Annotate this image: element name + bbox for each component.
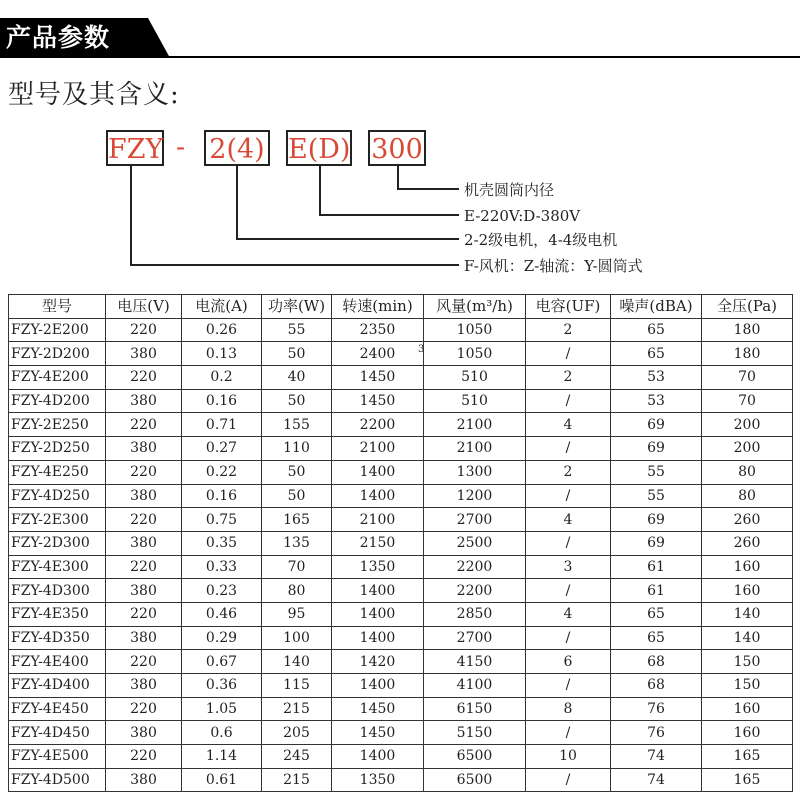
cell-pressure: 150	[702, 650, 793, 674]
header-banner	[0, 18, 800, 58]
cell-noise: 61	[611, 555, 702, 579]
table-row	[9, 318, 793, 342]
header-power: 功率(W)	[262, 295, 332, 319]
cell-pressure: 165	[702, 768, 793, 792]
cell-pressure: 160	[702, 697, 793, 721]
cell-model: FZY-4D450	[9, 721, 106, 745]
table-row	[9, 484, 793, 508]
cell-power: 135	[262, 531, 332, 555]
cell-current: 0.36	[182, 674, 262, 698]
cell-airflow: 6500	[424, 745, 526, 769]
cell-voltage: 380	[106, 721, 182, 745]
cell-capacitor: 2	[526, 318, 611, 342]
cell-current: 0.29	[182, 626, 262, 650]
cell-power: 215	[262, 768, 332, 792]
cell-noise: 55	[611, 484, 702, 508]
cell-airflow: 2100	[424, 413, 526, 437]
leader-series-horizontal	[130, 264, 459, 266]
label-diameter: 机壳圆筒内径	[464, 181, 555, 199]
cell-model: FZY-2E300	[9, 508, 106, 532]
cell-noise: 61	[611, 579, 702, 603]
table-row	[9, 555, 793, 579]
cell-noise: 65	[611, 342, 702, 366]
header-current: 电流(A)	[182, 295, 262, 319]
cell-noise: 69	[611, 508, 702, 532]
table-row	[9, 650, 793, 674]
cell-pressure: 160	[702, 721, 793, 745]
cell-power: 50	[262, 342, 332, 366]
cell-power: 140	[262, 650, 332, 674]
cell-current: 0.16	[182, 389, 262, 413]
table-row	[9, 697, 793, 721]
cell-capacitor: 4	[526, 508, 611, 532]
table-row	[9, 768, 793, 792]
cell-speed: 1350	[332, 768, 424, 792]
table-row	[9, 366, 793, 390]
cell-noise: 74	[611, 745, 702, 769]
cell-voltage: 220	[106, 745, 182, 769]
cell-power: 110	[262, 437, 332, 461]
table-body	[9, 318, 793, 792]
cell-current: 0.46	[182, 602, 262, 626]
cell-capacitor: /	[526, 721, 611, 745]
table-row	[9, 342, 793, 366]
code-box-series: FZY	[106, 130, 164, 166]
cell-power: 100	[262, 626, 332, 650]
cell-capacitor: 2	[526, 460, 611, 484]
cell-current: 0.35	[182, 531, 262, 555]
cell-pressure: 150	[702, 674, 793, 698]
cell-airflow: 4100	[424, 674, 526, 698]
banner-rule	[168, 56, 800, 58]
cell-noise: 65	[611, 602, 702, 626]
table-row	[9, 460, 793, 484]
cell-pressure: 160	[702, 555, 793, 579]
cell-noise: 69	[611, 531, 702, 555]
cell-speed: 1400	[332, 602, 424, 626]
cell-capacitor: 10	[526, 745, 611, 769]
cell-capacitor: 2	[526, 366, 611, 390]
leader-diameter-vertical	[397, 166, 399, 190]
cell-airflow: 2200	[424, 555, 526, 579]
cell-capacitor: /	[526, 437, 611, 461]
cell-pressure: 200	[702, 413, 793, 437]
table-row	[9, 437, 793, 461]
cell-speed: 2350	[332, 318, 424, 342]
cell-speed: 2200	[332, 413, 424, 437]
leader-voltage-horizontal	[319, 214, 459, 216]
code-box-diameter: 300	[368, 130, 426, 166]
cell-speed: 1400	[332, 460, 424, 484]
cell-airflow: 1300	[424, 460, 526, 484]
leader-poles-horizontal	[236, 238, 459, 240]
cell-airflow: 2500	[424, 531, 526, 555]
cell-model: FZY-2D200	[9, 342, 106, 366]
cell-speed: 2400	[332, 342, 424, 366]
cell-speed: 1400	[332, 626, 424, 650]
cell-current: 0.27	[182, 437, 262, 461]
cell-model: FZY-4E300	[9, 555, 106, 579]
cell-capacitor: 4	[526, 602, 611, 626]
cell-airflow: 2700	[424, 508, 526, 532]
cell-pressure: 160	[702, 579, 793, 603]
cell-airflow: 1050	[424, 342, 526, 366]
cell-pressure: 180	[702, 342, 793, 366]
cell-pressure: 260	[702, 508, 793, 532]
stray-superscript: 3	[418, 344, 425, 355]
model-code-diagram	[0, 120, 800, 290]
cell-airflow: 1200	[424, 484, 526, 508]
cell-power: 215	[262, 697, 332, 721]
model-meaning-heading: 型号及其含义:	[8, 80, 180, 110]
cell-model: FZY-2E250	[9, 413, 106, 437]
cell-model: FZY-4E350	[9, 602, 106, 626]
cell-speed: 2100	[332, 437, 424, 461]
header-capacitor: 电容(UF)	[526, 295, 611, 319]
cell-model: FZY-4D500	[9, 768, 106, 792]
cell-current: 0.13	[182, 342, 262, 366]
table-row	[9, 579, 793, 603]
cell-voltage: 220	[106, 650, 182, 674]
cell-capacitor: /	[526, 484, 611, 508]
banner-title: 产品参数	[6, 23, 111, 52]
cell-current: 0.16	[182, 484, 262, 508]
cell-pressure: 260	[702, 531, 793, 555]
table-row	[9, 745, 793, 769]
cell-noise: 74	[611, 768, 702, 792]
label-voltage: E-220V:D-380V	[464, 207, 581, 225]
cell-airflow: 2850	[424, 602, 526, 626]
table-row	[9, 602, 793, 626]
cell-capacitor: 6	[526, 650, 611, 674]
cell-current: 0.2	[182, 366, 262, 390]
cell-power: 155	[262, 413, 332, 437]
header-pressure: 全压(Pa)	[702, 295, 793, 319]
cell-capacitor: 8	[526, 697, 611, 721]
code-box-poles: 2(4)	[204, 130, 270, 166]
cell-noise: 55	[611, 460, 702, 484]
cell-voltage: 380	[106, 674, 182, 698]
cell-voltage: 380	[106, 531, 182, 555]
cell-voltage: 380	[106, 768, 182, 792]
table-row	[9, 413, 793, 437]
cell-speed: 2100	[332, 508, 424, 532]
cell-voltage: 220	[106, 602, 182, 626]
cell-model: FZY-2D250	[9, 437, 106, 461]
cell-power: 70	[262, 555, 332, 579]
cell-current: 0.67	[182, 650, 262, 674]
cell-pressure: 80	[702, 484, 793, 508]
cell-current: 0.33	[182, 555, 262, 579]
cell-current: 0.71	[182, 413, 262, 437]
cell-noise: 53	[611, 366, 702, 390]
cell-capacitor: 3	[526, 555, 611, 579]
cell-power: 80	[262, 579, 332, 603]
header-noise: 噪声(dBA)	[611, 295, 702, 319]
cell-pressure: 140	[702, 602, 793, 626]
cell-model: FZY-4E450	[9, 697, 106, 721]
cell-power: 115	[262, 674, 332, 698]
cell-voltage: 380	[106, 484, 182, 508]
spec-table	[8, 294, 793, 792]
cell-current: 0.23	[182, 579, 262, 603]
cell-power: 205	[262, 721, 332, 745]
code-box-voltage: E(D)	[286, 130, 352, 166]
cell-airflow: 510	[424, 389, 526, 413]
code-dash: -	[176, 132, 186, 163]
cell-voltage: 220	[106, 508, 182, 532]
cell-airflow: 6500	[424, 768, 526, 792]
cell-voltage: 220	[106, 413, 182, 437]
leader-voltage-vertical	[319, 166, 321, 216]
cell-noise: 76	[611, 697, 702, 721]
table-row	[9, 721, 793, 745]
cell-speed: 1450	[332, 389, 424, 413]
cell-capacitor: /	[526, 674, 611, 698]
cell-voltage: 220	[106, 318, 182, 342]
cell-model: FZY-4D250	[9, 484, 106, 508]
cell-power: 165	[262, 508, 332, 532]
cell-pressure: 80	[702, 460, 793, 484]
cell-voltage: 220	[106, 366, 182, 390]
cell-model: FZY-4D200	[9, 389, 106, 413]
cell-capacitor: /	[526, 768, 611, 792]
table-row	[9, 389, 793, 413]
cell-pressure: 140	[702, 626, 793, 650]
cell-airflow: 2200	[424, 579, 526, 603]
cell-model: FZY-4D350	[9, 626, 106, 650]
cell-current: 0.22	[182, 460, 262, 484]
cell-voltage: 380	[106, 342, 182, 366]
cell-noise: 69	[611, 437, 702, 461]
cell-pressure: 70	[702, 366, 793, 390]
leader-poles-vertical	[236, 166, 238, 240]
table-header-row	[9, 295, 793, 319]
cell-airflow: 2100	[424, 437, 526, 461]
leader-series-vertical	[130, 166, 132, 266]
cell-speed: 1420	[332, 650, 424, 674]
label-series: F-风机：Z-轴流：Y-圆筒式	[464, 257, 643, 275]
cell-capacitor: /	[526, 626, 611, 650]
cell-power: 55	[262, 318, 332, 342]
cell-voltage: 220	[106, 555, 182, 579]
cell-power: 50	[262, 389, 332, 413]
cell-noise: 65	[611, 318, 702, 342]
cell-power: 95	[262, 602, 332, 626]
cell-model: FZY-2D300	[9, 531, 106, 555]
cell-voltage: 380	[106, 579, 182, 603]
cell-pressure: 165	[702, 745, 793, 769]
cell-pressure: 180	[702, 318, 793, 342]
cell-capacitor: 4	[526, 413, 611, 437]
cell-speed: 1450	[332, 697, 424, 721]
cell-capacitor: /	[526, 342, 611, 366]
cell-model: FZY-4D400	[9, 674, 106, 698]
cell-model: FZY-4E500	[9, 745, 106, 769]
cell-noise: 65	[611, 626, 702, 650]
cell-speed: 1450	[332, 721, 424, 745]
cell-pressure: 200	[702, 437, 793, 461]
cell-speed: 1400	[332, 484, 424, 508]
cell-noise: 69	[611, 413, 702, 437]
cell-capacitor: /	[526, 579, 611, 603]
cell-voltage: 220	[106, 697, 182, 721]
cell-capacitor: /	[526, 531, 611, 555]
cell-speed: 2150	[332, 531, 424, 555]
cell-model: FZY-2E200	[9, 318, 106, 342]
cell-airflow: 5150	[424, 721, 526, 745]
cell-current: 0.6	[182, 721, 262, 745]
cell-capacitor: /	[526, 389, 611, 413]
cell-power: 50	[262, 484, 332, 508]
cell-speed: 1400	[332, 674, 424, 698]
cell-noise: 53	[611, 389, 702, 413]
header-model: 型号	[9, 295, 106, 319]
header-speed: 转速(min)	[332, 295, 424, 319]
cell-model: FZY-4E250	[9, 460, 106, 484]
cell-speed: 1450	[332, 366, 424, 390]
table-row	[9, 508, 793, 532]
cell-airflow: 1050	[424, 318, 526, 342]
table-row	[9, 531, 793, 555]
cell-noise: 68	[611, 674, 702, 698]
cell-current: 1.14	[182, 745, 262, 769]
cell-model: FZY-4D300	[9, 579, 106, 603]
cell-model: FZY-4E200	[9, 366, 106, 390]
cell-airflow: 2700	[424, 626, 526, 650]
cell-current: 0.26	[182, 318, 262, 342]
cell-speed: 1400	[332, 745, 424, 769]
cell-noise: 68	[611, 650, 702, 674]
cell-current: 1.05	[182, 697, 262, 721]
cell-airflow: 510	[424, 366, 526, 390]
cell-current: 0.61	[182, 768, 262, 792]
cell-voltage: 220	[106, 460, 182, 484]
table-row	[9, 674, 793, 698]
cell-power: 50	[262, 460, 332, 484]
cell-voltage: 380	[106, 389, 182, 413]
header-voltage: 电压(V)	[106, 295, 182, 319]
cell-voltage: 380	[106, 626, 182, 650]
cell-noise: 76	[611, 721, 702, 745]
cell-current: 0.75	[182, 508, 262, 532]
cell-pressure: 70	[702, 389, 793, 413]
cell-power: 245	[262, 745, 332, 769]
leader-diameter-horizontal	[397, 188, 459, 190]
header-airflow: 风量(m³/h)	[424, 295, 526, 319]
cell-speed: 1350	[332, 555, 424, 579]
cell-airflow: 6150	[424, 697, 526, 721]
cell-airflow: 4150	[424, 650, 526, 674]
cell-voltage: 380	[106, 437, 182, 461]
label-poles: 2-2级电机，4-4级电机	[464, 231, 618, 249]
cell-model: FZY-4E400	[9, 650, 106, 674]
table-row	[9, 626, 793, 650]
cell-speed: 1400	[332, 579, 424, 603]
cell-power: 40	[262, 366, 332, 390]
